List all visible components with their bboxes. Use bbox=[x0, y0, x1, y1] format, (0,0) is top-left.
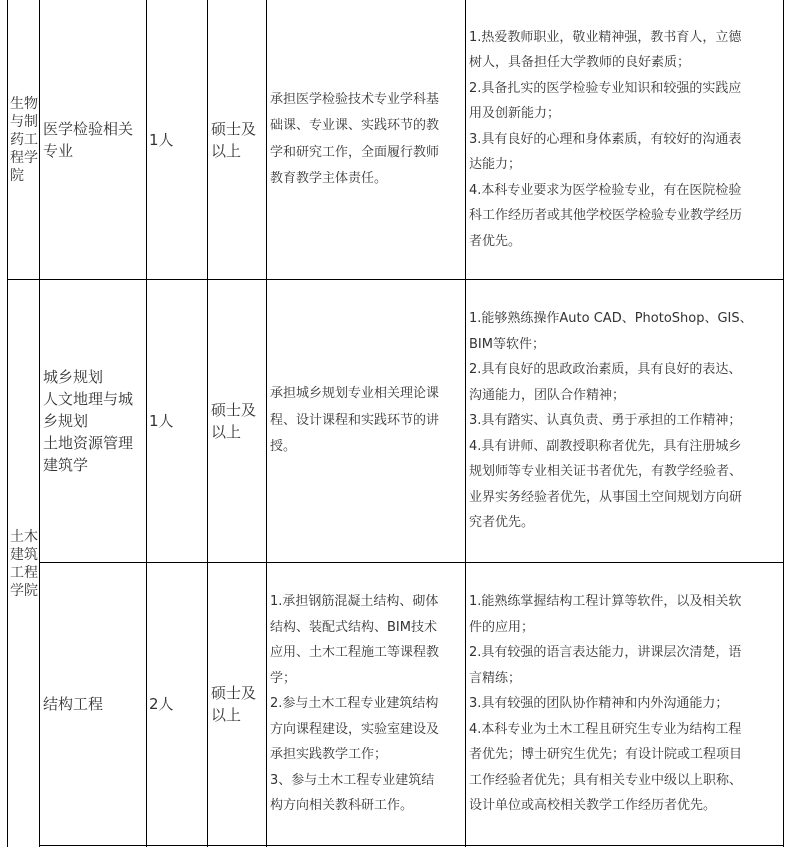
requirements-cell: 1.能熟练掌握结构工程计算等软件，以及相关软 件的应用； 2.具有较强的语言表达能力，讲课层次清楚，语 言精练； 3.具有较强的团队协作精神和内外沟通能力； 4.本科专业为土木工程且研究生专业为结构工程 者优先；博士研究生优先；有设计院或工程项目 工作经验者优先；具有相关专业中级以上职称、 设计单位或高校相关教学工作经历者优先。 bbox=[469, 594, 743, 814]
requirements-cell: 1.热爱教师职业，敬业精神强，教书育人，立德 树人，具备担任大学教师的良好素质； 2.具备扎实的医学检验专业知识和较强的实践应 用及创新能力； 3.具有良好的心理和身体素质，有较好的沟通表 达能力； 4.本科专业要求为医学检验专业，有在医院检验 科工作经历者或其他学校医学检验专业教学经历 者优先。 bbox=[469, 29, 743, 249]
college-cell: 土木 建筑 工程 学院 bbox=[10, 528, 38, 599]
major-cell: 城乡规划 人文地理与城 乡规划 土地资源管理 建筑学 bbox=[43, 368, 134, 474]
table-border bbox=[783, 0, 784, 847]
education-cell: 硕士及 以上 bbox=[211, 119, 257, 160]
duties-cell: 1.承担钢筋混凝土结构、砌体 结构、装配式结构、BIM技术 应用、土木工程施工等课程教 学； 2.参与土木工程专业建筑结构 方向课程建设，实验室建设及 承担实践教学工作； 3、参与土木工程专业建筑结 构方向相关教科研工作。 bbox=[270, 594, 440, 814]
requirements-cell: 1.能够熟练操作Auto CAD、PhotoShop、GIS、 BIM等软件； 2.具有良好的思政政治素质，具有良好的表达、 沟通能力，团队合作精神； 3.具有踏实、认真负责、勇于承担的工作精神； 4.具有讲师、副教授职称者优先，具有注册城乡 规划师等专业相关证书者优先，有教学经验者、 业界实务经验者优先，从事国土空间规划方向研 究者优先。 bbox=[469, 311, 753, 531]
duties-cell: 承担城乡规划专业相关理论课 程、设计课程和实践环节的讲 授。 bbox=[270, 386, 440, 455]
major-cell: 医学检验相关 专业 bbox=[43, 119, 134, 160]
major-cell: 结构工程 bbox=[43, 695, 104, 713]
education-cell: 硕士及 以上 bbox=[211, 684, 257, 724]
headcount-cell: 1人 bbox=[149, 130, 174, 149]
headcount-cell: 2人 bbox=[149, 695, 174, 713]
row-divider bbox=[39, 845, 784, 846]
headcount-cell: 1人 bbox=[149, 412, 174, 430]
college-cell: 生物 与制 药工 程学 院 bbox=[10, 95, 38, 184]
duties-cell: 承担医学检验技术专业学科基 础课、专业课、实践环节的教 学和研究工作，全面履行教师 教育教学主体责任。 bbox=[270, 91, 440, 186]
education-cell: 硕士及 以上 bbox=[211, 401, 257, 441]
